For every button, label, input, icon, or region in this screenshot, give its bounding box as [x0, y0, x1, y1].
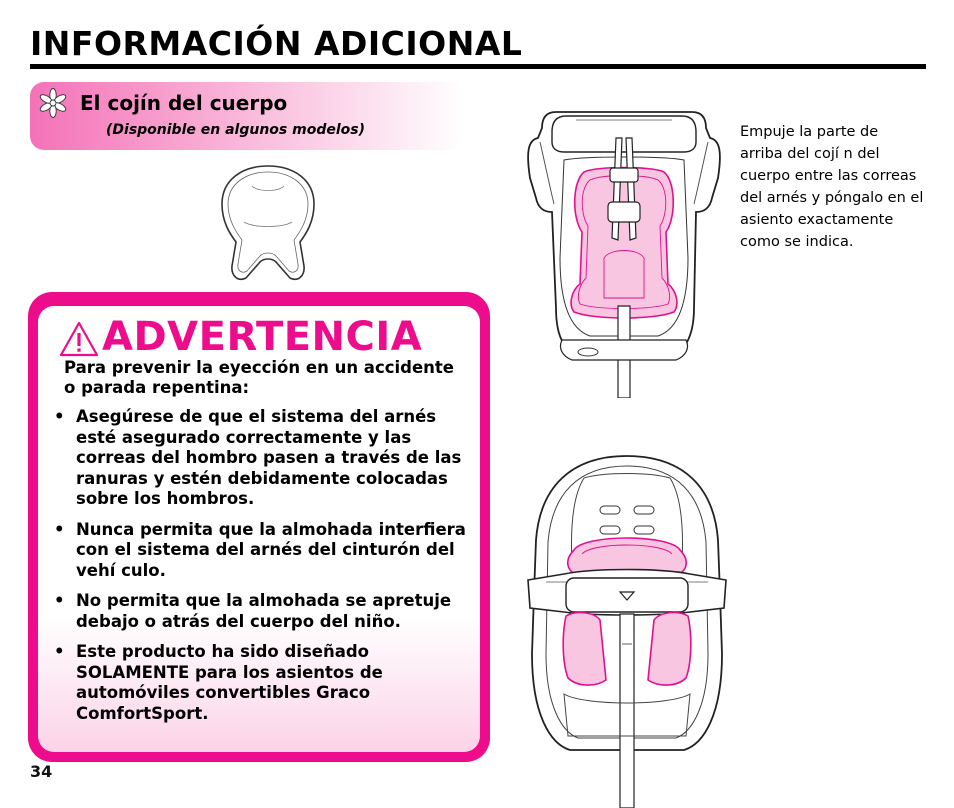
body-cushion-illustration: [214, 162, 322, 286]
flower-icon: [38, 88, 68, 118]
warning-item: [48, 407, 468, 510]
title-rule: [30, 64, 926, 69]
warning-intro: Para prevenir la eyección en un accidente o parada repentina:: [64, 358, 454, 397]
warning-title: ADVERTENCIA: [102, 314, 423, 360]
page-title: INFORMACIÓN ADICIONAL: [30, 24, 523, 63]
warning-item-text: No permita que la almohada se apretuje debajo o atrás del cuerpo del niño.: [76, 591, 452, 631]
warning-item: [48, 642, 468, 724]
warning-item: [48, 520, 468, 582]
warning-item-text: Nunca permita que la almohada interfiera con el sistema del arnés del cinturón del vehí culo.: [76, 519, 466, 580]
bullet: •: [54, 642, 65, 661]
section-subtitle: (Disponible en algunos modelos): [106, 122, 365, 138]
warning-box: [28, 292, 490, 762]
instruction-caption: Empuje la parte de arriba del cojí n del cuerpo entre las correas del arnés y póngalo en el asiento exactamente como se indica.: [740, 124, 924, 250]
warning-content: [38, 306, 480, 752]
bullet: •: [54, 407, 65, 426]
warning-item: [48, 591, 468, 632]
section-title: El cojín del cuerpo: [80, 91, 288, 115]
car-seat-illustration-top: [526, 108, 722, 398]
warning-triangle-icon: [58, 320, 100, 358]
bullet: •: [54, 591, 65, 610]
bullet: •: [54, 519, 65, 539]
page-number: 34: [30, 762, 53, 781]
car-seat-illustration-bottom: [524, 454, 730, 808]
warning-item-text: Este producto ha sido diseñado SOLAMENTE para los asientos de automóviles convertibles Graco ComfortSport.: [76, 642, 383, 723]
section-banner: [30, 82, 464, 150]
warning-item-text: Asegúrese de que el sistema del arnés esté asegurado correctamente y las correas del hombro pasen a través de las ranuras y estén debidamente colocadas sobre los hombros.: [76, 407, 462, 508]
warning-list: [48, 407, 468, 734]
